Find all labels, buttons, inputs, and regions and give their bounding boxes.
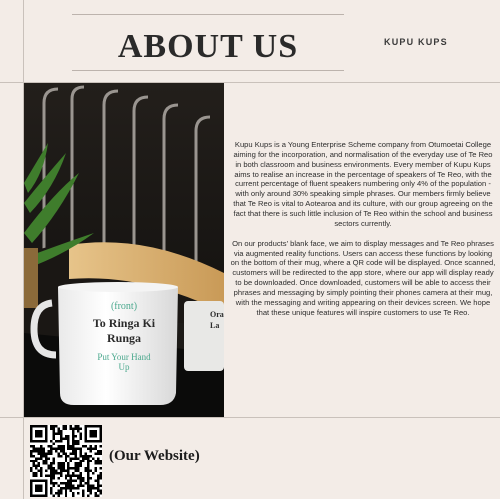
mug-front-text (74, 301, 174, 372)
mug-subtitle-line2: Up (118, 362, 130, 372)
about-paragraph-2: On our products' blank face, we aim to display messages and Te Reo phrases via augmented reality functions. Users can access these functions by looking on the bottom of their mug, where a QR code will be displayed. Once scanned, customers will be redirected to the app store, where our app will display ready to be downloaded. Once downloaded, customers will be able to access their phrases and messaging by simply pointing their phones camera at their mug, with the messaging and writing appearing on their devices screen. We hope that these unique features will inspire customers to use Te Reo. (230, 238, 496, 317)
mug2-text-line2: La (210, 321, 220, 331)
mug-title-line1: To Ringa Ki (92, 316, 156, 330)
page-title: ABOUT US (117, 28, 299, 65)
mug-subtitle-line1: Put Your Hand (97, 352, 151, 362)
mug-label-top: (front) (110, 301, 138, 312)
brand-name: KUPU KUPS (384, 37, 448, 47)
website-label: (Our Website) (109, 448, 200, 464)
frame-divider-bottom (0, 417, 500, 418)
mug-title-line2: Runga (106, 331, 141, 345)
qr-code-icon[interactable] (30, 425, 102, 497)
product-photo (24, 83, 224, 417)
title-rule-top (72, 14, 344, 15)
about-paragraph-1: Kupu Kups is a Young Enterprise Scheme company from Otumoetai College aiming for the incorporation, and normalisation of the everyday use of Te Reo in both classroom and business environments. Every member of Kupu Kups aims to realise an increase in the percentage of speakers of Te Reo, with the current percentage of fluent speakers numbering only 4% of the population - with only around 30% speaking simple phrases. Our members firmly believe that Te Reo is vital to Aotearoa and its culture, with our group agreeing on the fact that there is such little inclusion of Te Reo within the school and business sectors currently. (233, 140, 493, 228)
title-rule-bottom (72, 70, 344, 71)
about-text (230, 140, 496, 318)
mug2-text-line1: Ora (210, 310, 224, 319)
mug-right-text (210, 309, 224, 331)
